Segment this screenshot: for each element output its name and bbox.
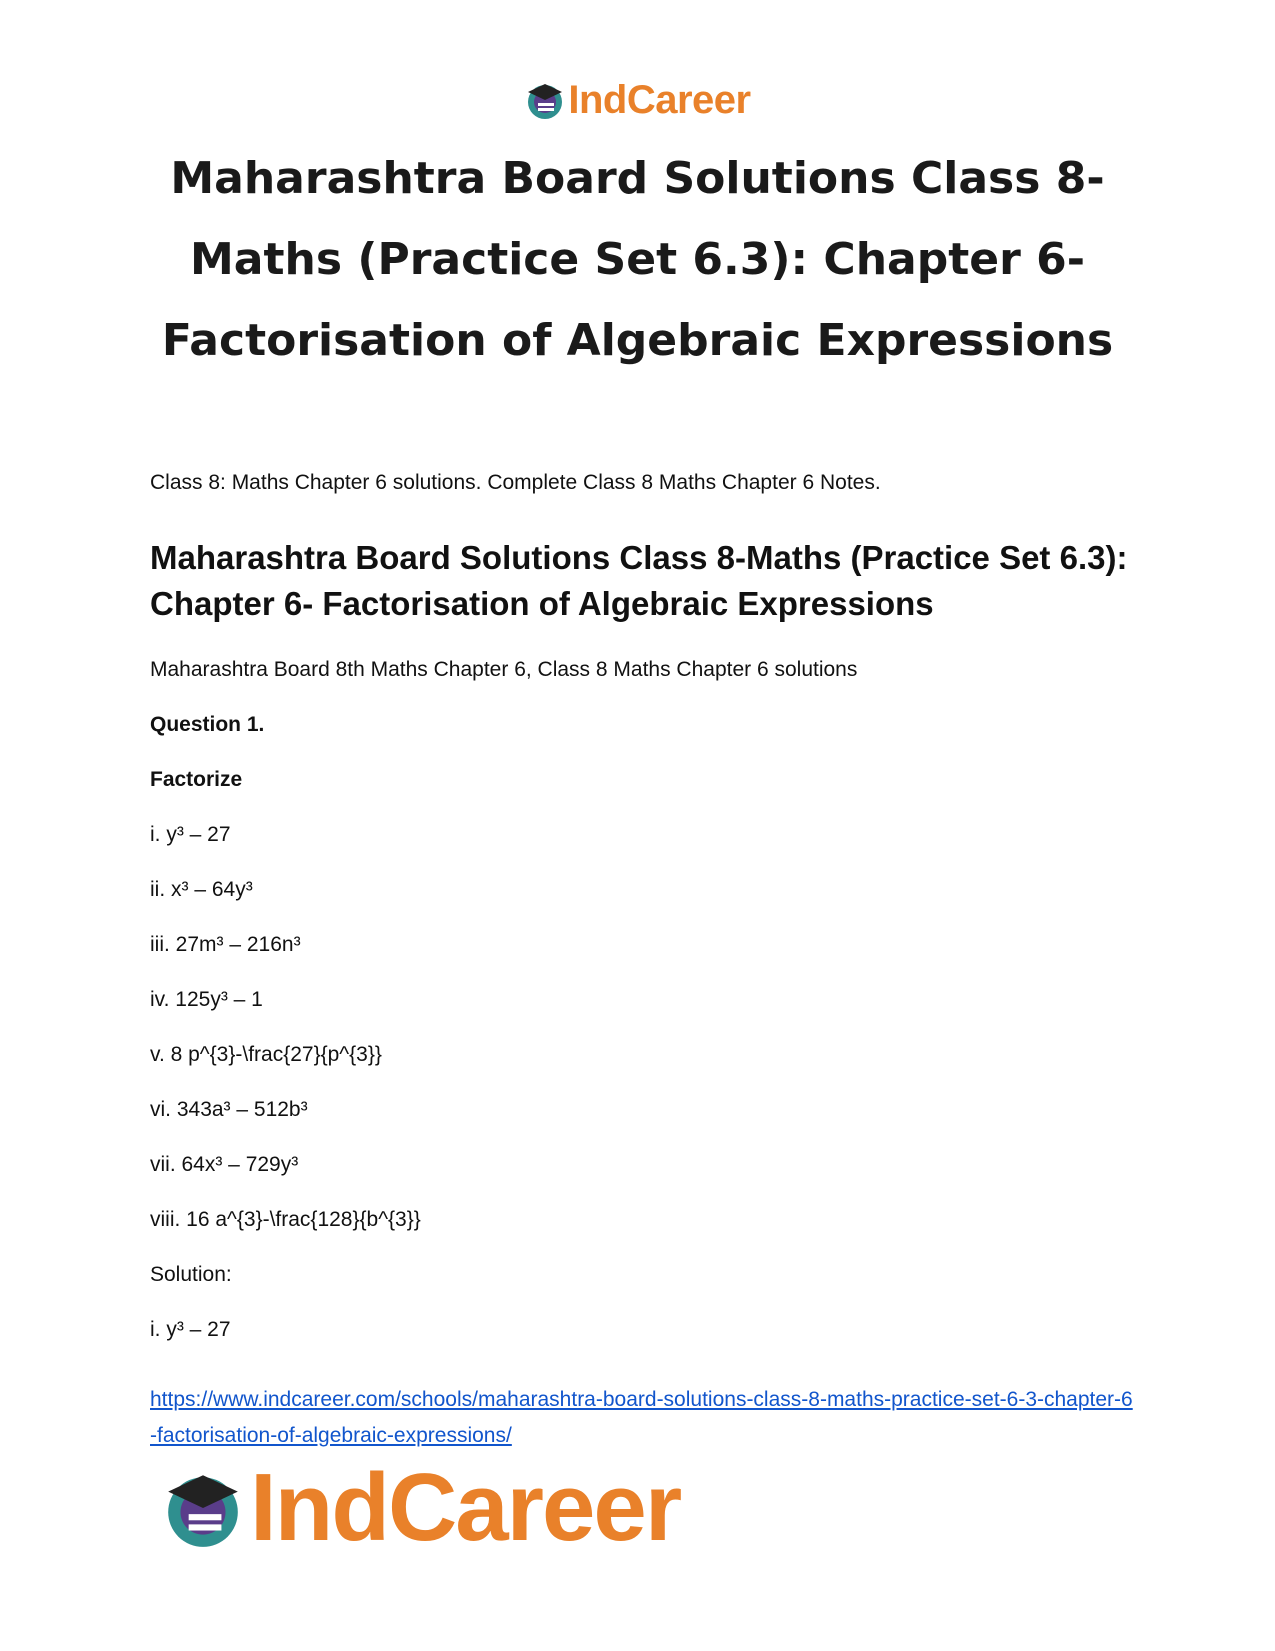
question-label: Question 1. bbox=[150, 713, 265, 736]
solution-label: Solution: bbox=[150, 1263, 232, 1286]
question-prompt: Factorize bbox=[150, 768, 243, 791]
intro-text: Class 8: Maths Chapter 6 solutions. Complete Class 8 Maths Chapter 6 Notes. bbox=[150, 471, 881, 494]
list-item: iii. 27m³ – 216n³ bbox=[150, 933, 301, 956]
list-item: v. 8 p^{3}-\frac{27}{p^{3}} bbox=[150, 1043, 382, 1066]
list-item: ii. x³ – 64y³ bbox=[150, 878, 253, 901]
solution-item: i. y³ – 27 bbox=[150, 1318, 231, 1341]
section-heading: Maharashtra Board Solutions Class 8-Maths (Practice Set 6.3): Chapter 6- Factorisation of Algebraic Expressions bbox=[150, 539, 1128, 622]
page-title: Maharashtra Board Solutions Class 8-Maths (Practice Set 6.3): Chapter 6- Factorisation of Algebraic Expressions bbox=[161, 153, 1114, 366]
list-item: i. y³ – 27 bbox=[150, 823, 231, 846]
list-item: viii. 16 a^{3}-\frac{128}{b^{3}} bbox=[150, 1208, 421, 1231]
list-item: iv. 125y³ – 1 bbox=[150, 988, 263, 1011]
graduation-globe-icon bbox=[160, 1465, 246, 1551]
subtitle-text: Maharashtra Board 8th Maths Chapter 6, Class 8 Maths Chapter 6 solutions bbox=[150, 658, 858, 681]
graduation-globe-icon bbox=[524, 79, 566, 121]
list-item: vi. 343a³ – 512b³ bbox=[150, 1098, 308, 1121]
list-item: vii. 64x³ – 729y³ bbox=[150, 1153, 299, 1176]
footer-logo bbox=[160, 1454, 681, 1561]
question-block bbox=[150, 712, 1135, 1372]
source-link[interactable]: https://www.indcareer.com/schools/maharashtra-board-solutions-class-8-maths-practice-set-6-3-chapter-6-factorisation-of-algebraic-expressions/ bbox=[150, 1388, 1133, 1447]
logo-text: IndCareer bbox=[250, 1454, 681, 1561]
header-logo bbox=[0, 78, 1275, 122]
logo-text: IndCareer bbox=[568, 78, 751, 122]
